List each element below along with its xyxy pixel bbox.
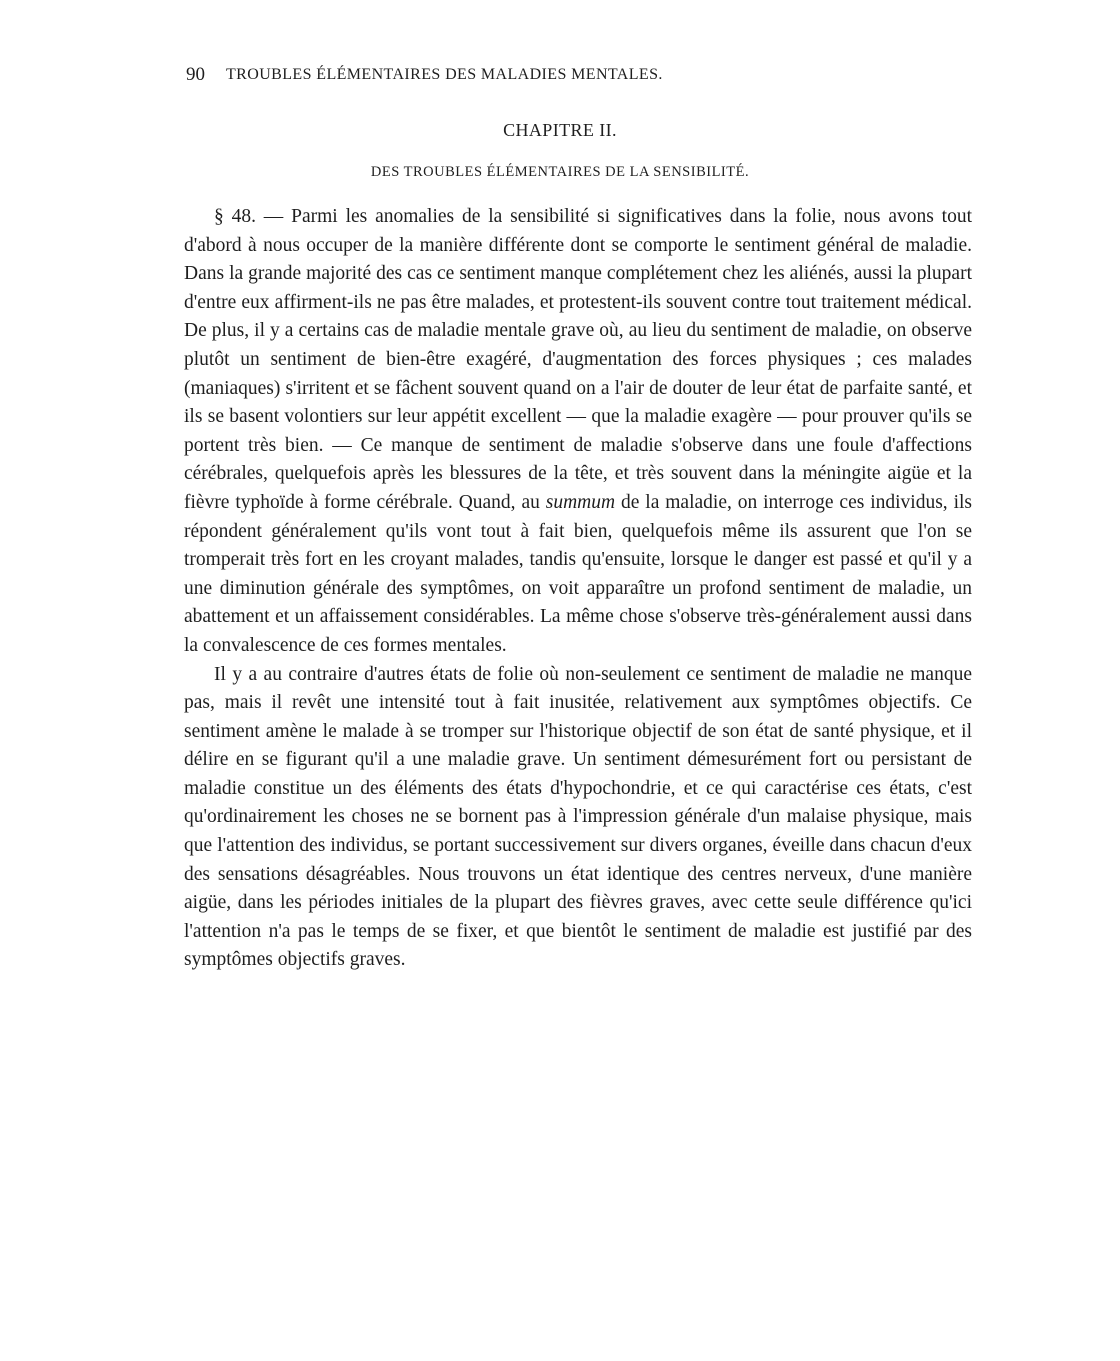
paragraph-2: Il y a au contraire d'autres états de folie où non-seulement ce sentiment de maladie ne manque pas, mais il revêt une intensité tout à fait inusitée, relativement aux symptômes objectifs. Ce sentiment amène le malade à se tromper sur l'historique objectif de son état de santé physique, et il délire en se figurant qu'il a une maladie grave. Un sentiment démesurément fort ou persistant de maladie constitue un des éléments des états d'hypochondrie, et ce qui caractérise ces états, c'est qu'ordinairement les choses ne se bornent pas à l'impression générale d'un malaise physique, mais que l'attention des individus, se portant successivement sur divers organes, éveille dans chacun d'eux des sensations désagréables. Nous trouvons un état identique des centres nerveux, d'une manière aigüe, dans les périodes initiales de la plupart des fièvres graves, avec cette seule différence qu'ici l'attention n'a pas le temps de se fixer, et que bientôt le sentiment de maladie est justifié par des symptômes objectifs graves. (184, 663, 972, 971)
chapter-subtitle: DES TROUBLES ÉLÉMENTAIRES DE LA SENSIBILITÉ. (370, 164, 750, 180)
paragraph-1 (184, 203, 972, 661)
body-text (184, 203, 972, 975)
section-number: § 48. (214, 206, 256, 227)
running-title: TROUBLES ÉLÉMENTAIRES DES MALADIES MENTALES. (226, 66, 663, 83)
chapter-title: CHAPITRE II. (503, 120, 617, 140)
page-number: 90 (186, 64, 205, 85)
paragraph-1-italic: summum (545, 491, 616, 513)
paragraph-1-text-a: — Parmi les anomalies de la sensibilité si significatives dans la folie, nous avons tout d'abord à nous occuper de la manière différente dont se comporte le sentiment général de maladie. Dans la grande majorité des cas ce sentiment manque complétement chez les aliénés, aussi la plupart d'entre eux affirment-ils ne pas être malades, et protestent-ils souvent contre tout traitement médical. De plus, il y a certains cas de maladie mentale grave où, au lieu du sentiment de maladie, on observe plutôt un sentiment de bien-être exagéré, d'augmentation des forces physiques ; ces malades (maniaques) s'irritent et se fâchent souvent quand on a l'air de douter de leur état de parfaite santé, et ils se basent volontiers sur leur appétit excellent — que la maladie exagère — pour prouver qu'ils se portent très bien. — Ce manque de sentiment de maladie s'observe dans une foule d'affections cérébrales, quelquefois après les blessures de la tête, et très souvent dans la méningite aigüe et la fièvre typhoïde à forme cérébrale. Quand, au (184, 206, 972, 513)
paragraph-1-text-b: de la maladie, on interroge ces individus, ils répondent généralement qu'ils vont tout à fait bien, quelquefois même ils assurent que l'on se tromperait très fort en les croyant malades, tandis qu'ensuite, lorsque le danger est passé et qu'il y a une diminution générale des symptômes, on voit apparaître un profond sentiment de maladie, un abattement et un affaissement considérables. La même chose s'observe très-généralement aussi dans la convalescence de ces formes mentales. (184, 491, 972, 656)
